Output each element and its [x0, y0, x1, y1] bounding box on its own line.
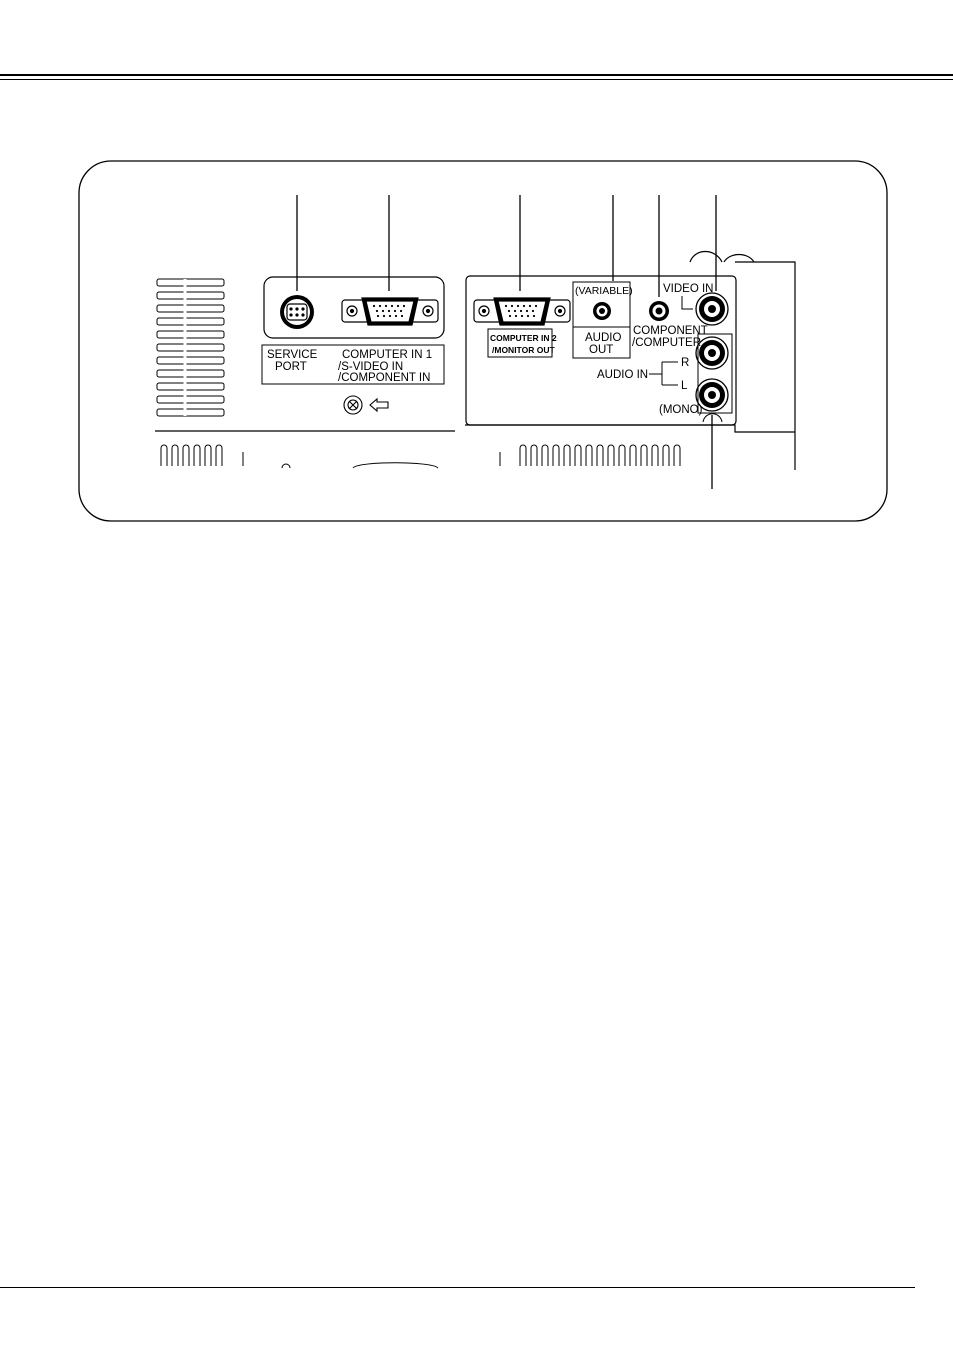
audio-out-label-line1: AUDIO: [585, 332, 622, 344]
component-audio-jack-icon: [649, 301, 669, 321]
computer-in2-label-line1: COMPUTER IN 2: [490, 333, 557, 343]
bottom-vent-right: [520, 445, 680, 466]
component-computer-label-line2: /COMPUTER: [632, 337, 701, 349]
audio-out-jack-icon: [593, 302, 611, 320]
service-port-label-line2: PORT: [275, 361, 307, 373]
video-in-label: VIDEO IN: [663, 283, 714, 295]
video-in-jack-icon: [696, 293, 728, 325]
screw-icon: [344, 396, 362, 414]
computer-in1-label-line1: COMPUTER IN 1: [342, 349, 433, 361]
left-vent-grille: [157, 279, 224, 416]
terminal-panel-diagram: [0, 0, 953, 560]
service-port-icon: [280, 295, 314, 329]
computer-in1-port-icon: [342, 298, 438, 325]
audio-in-label: AUDIO IN: [597, 369, 649, 381]
computer-in2-port-icon: [474, 298, 570, 325]
computer-in1-label-line2: /S-VIDEO IN: [338, 361, 404, 373]
variable-label: (VARIABLE): [575, 285, 633, 297]
computer-in2-label-line2: /MONITOR OUT: [492, 345, 555, 355]
component-computer-label-line1: COMPONENT: [633, 325, 708, 337]
audio-in-l-label: L: [681, 380, 688, 392]
bottom-rule: [0, 1287, 915, 1288]
audio-in-r-label: R: [681, 357, 690, 369]
bottom-vent-left: [161, 445, 500, 468]
arrow-left-icon: [370, 399, 388, 411]
service-port-label-line1: SERVICE: [267, 349, 318, 361]
diagram-frame: [79, 161, 887, 521]
audio-out-label-line2: OUT: [589, 344, 614, 356]
computer-in1-label-line3: /COMPONENT IN: [338, 372, 431, 384]
audio-in-r-jack-icon: [696, 337, 728, 369]
mono-label: (MONO): [659, 404, 703, 416]
